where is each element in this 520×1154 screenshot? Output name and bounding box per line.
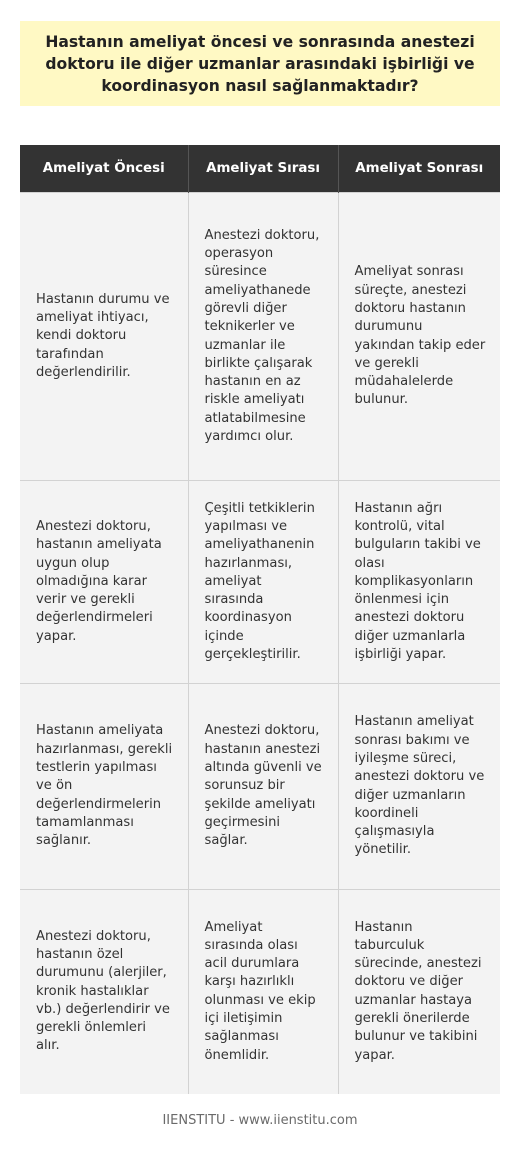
title-banner (20, 21, 500, 106)
table-row (20, 193, 500, 481)
table-cell: Hastanın taburculuk sürecinde, anestezi doktoru ve diğer uzmanlar hastaya gerekli önerilerde bulunur ve takibini yapar. (338, 890, 500, 1094)
table-cell: Ameliyat sonrası süreçte, anestezi doktoru hastanın durumunu yakından takip eder ve gerekli müdahalelerde bulunur. (338, 193, 500, 481)
page-title: Hastanın ameliyat öncesi ve sonrasında anestezi doktoru ile diğer uzmanlar arasındaki işbirliği ve koordinasyon nasıl sağlanmaktadır? (45, 32, 475, 95)
comparison-table (20, 145, 500, 1094)
column-header-intra-op: Ameliyat Sırası (188, 145, 338, 193)
table-cell: Hastanın ameliyata hazırlanması, gerekli testlerin yapılması ve ön değerlendirmelerin tamamlanması sağlanır. (20, 684, 188, 890)
column-header-pre-op: Ameliyat Öncesi (20, 145, 188, 193)
table-cell: Anestezi doktoru, hastanın özel durumunu (alerjiler, kronik hastalıklar vb.) değerlendirir ve gerekli önlemleri alır. (20, 890, 188, 1094)
table-row (20, 481, 500, 684)
table-cell: Anestezi doktoru, hastanın ameliyata uygun olup olmadığına karar verir ve gerekli değerlendirmeleri yapar. (20, 481, 188, 684)
column-header-post-op: Ameliyat Sonrası (338, 145, 500, 193)
table-cell: Hastanın ağrı kontrolü, vital bulguların takibi ve olası komplikasyonların önlenmesi için anestezi doktoru diğer uzmanlarla işbirliği yapar. (338, 481, 500, 684)
table-cell: Çeşitli tetkiklerin yapılması ve ameliyathanenin hazırlanması, ameliyat sırasında koordinasyon içinde gerçekleştirilir. (188, 481, 338, 684)
table-cell: Hastanın durumu ve ameliyat ihtiyacı, kendi doktoru tarafından değerlendirilir. (20, 193, 188, 481)
table-cell: Ameliyat sırasında olası acil durumlara karşı hazırlıklı olunması ve ekip içi iletişimin sağlanması önemlidir. (188, 890, 338, 1094)
footer-credit: IIENSTITU - www.iienstitu.com (162, 1113, 358, 1128)
table-cell: Anestezi doktoru, operasyon süresince ameliyathanede görevli diğer teknikerler ve uzmanlar ile birlikte çalışarak hastanın en az riskle ameliyatı atlatabilmesine yardımcı olur. (188, 193, 338, 481)
table-row (20, 684, 500, 890)
table-cell: Hastanın ameliyat sonrası bakımı ve iyileşme süreci, anestezi doktoru ve diğer uzmanların koordineli çalışmasıyla yönetilir. (338, 684, 500, 890)
table-header-row (20, 145, 500, 193)
table-cell: Anestezi doktoru, hastanın anestezi altında güvenli ve sorunsuz bir şekilde ameliyatı geçirmesini sağlar. (188, 684, 338, 890)
table-row (20, 890, 500, 1094)
